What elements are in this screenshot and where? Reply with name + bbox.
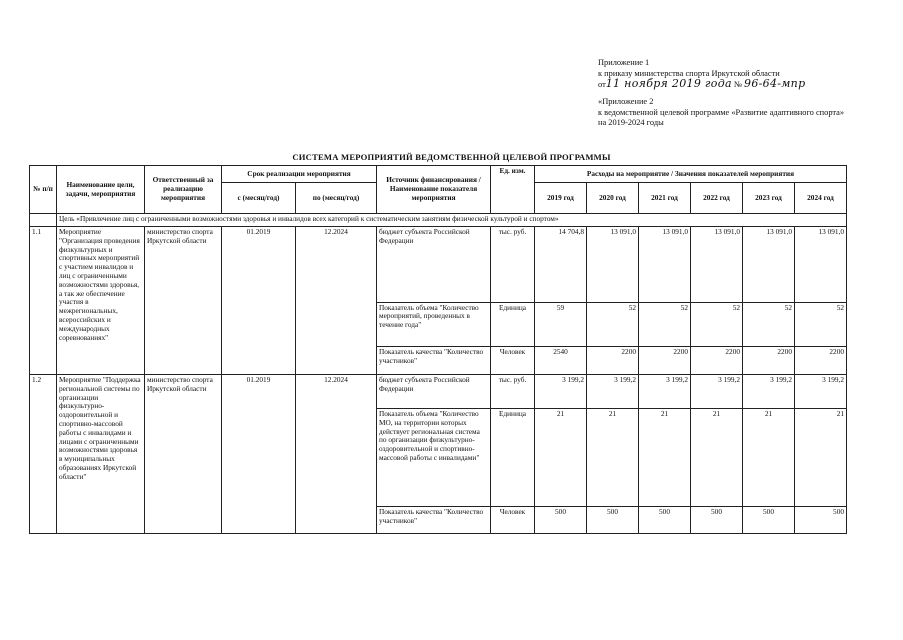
row-name-text: Мероприятие "Организация проведения физкультурных и спортивных мероприятий с участием инвалидов и лиц с ограниченными возможностями здоровья, а так же обеспечение участия в межрегиональных, всероссийских и международных соревнованиях" [59,228,140,342]
col-to-header: по (месяц/год) [296,183,377,214]
value-cell: 52 [743,302,795,347]
value-cell: 13 091,0 [639,227,691,303]
goal-row [30,214,847,227]
col-source-header: Источник финансирования / Наименование показателя мероприятия [377,166,491,214]
value-cell: 3 199,2 [691,375,743,409]
value-cell: 2200 [743,347,795,375]
order-line: к приказу министерства спорта Иркутской области [598,68,780,78]
row-responsible: министерство спорта Иркутской области [145,375,222,534]
document-title: СИСТЕМА МЕРОПРИЯТИЙ ВЕДОМСТВЕННОЙ ЦЕЛЕВОЙ ПРОГРАММЫ [292,152,611,162]
goal-text: Цель «Привлечение лиц с ограниченными возможностями здоровья и инвалидов всех категорий к систематическим занятиям физической культурой и спортом» [57,214,847,227]
header-row-1 [30,166,847,183]
order-number-handwritten: 96-64-мпр [744,77,806,91]
row-unit: тыс. руб. [491,227,535,303]
value-cell: 13 091,0 [587,227,639,303]
year-header: 2021 год [639,183,691,214]
value-cell: 52 [639,302,691,347]
value-cell: 2540 [535,347,587,375]
row-unit: Единица [491,302,535,347]
appendix-header [598,58,805,91]
row-num: 1.2 [30,375,57,534]
value-cell: 13 091,0 [795,227,847,303]
year-header: 2023 год [743,183,795,214]
year-header: 2024 год [795,183,847,214]
value-cell: 3 199,2 [535,375,587,409]
value-cell: 14 704,8 [535,227,587,303]
row-name [57,227,145,375]
value-cell: 21 [639,409,691,507]
value-cell: 3 199,2 [639,375,691,409]
row-unit: Человек [491,507,535,534]
program-line: к ведомственной целевой программе «Развитие адаптивного спорта» [598,107,845,117]
appendix2-header [598,97,844,129]
row-source: Показатель объема "Количество МО, на территории которых действует региональная система по организации физкультурно-оздоровительной и спортивно-массовой работы с инвалидами" [377,409,491,507]
col-unit-header: Ед. изм. [491,166,535,214]
value-cell: 3 199,2 [743,375,795,409]
row-unit: Единица [491,409,535,507]
value-cell: 21 [795,409,847,507]
col-num-header: № п/п [30,166,57,214]
value-cell: 500 [535,507,587,534]
row-source: Показатель качества "Количество участников" [377,347,491,375]
row-from: 01.2019 [222,375,296,534]
order-date-line [598,79,805,91]
col-expenses-header: Расходы на мероприятие / Значения показателей мероприятия [535,166,847,183]
row-to: 12.2024 [296,227,377,375]
row-unit: тыс. руб. [491,375,535,409]
row-name: Мероприятие "Поддержка региональной системы по организации физкультурно-оздоровительной и спортивно-массовой работы с инвалидами и лицами с ограниченными возможностями здоровья в муниципальных образованиях Иркутской области" [57,375,145,534]
row-to: 12.2024 [296,375,377,534]
value-cell: 3 199,2 [795,375,847,409]
date-prefix: от [598,80,606,90]
value-cell: 52 [587,302,639,347]
year-header: 2020 год [587,183,639,214]
row-source: бюджет субъекта Российской Федерации [377,227,491,303]
col-period-header: Срок реализации мероприятия [222,166,377,183]
row-num: 1.1 [30,227,57,375]
year-header: 2019 год [535,183,587,214]
value-cell: 21 [691,409,743,507]
row-source: Показатель качества "Количество участников" [377,507,491,534]
table-row [30,227,847,303]
row-responsible: министерство спорта Иркутской области [145,227,222,375]
table-row [30,375,847,409]
years-line: на 2019-2024 годы [598,118,664,128]
appendix2-label: «Приложение 2 [598,97,654,106]
row-from: 01.2019 [222,227,296,375]
appendix1-label: Приложение 1 [598,58,650,67]
value-cell: 3 199,2 [587,375,639,409]
row-unit: Человек [491,347,535,375]
value-cell: 21 [743,409,795,507]
measures-table [29,165,847,534]
value-cell: 2200 [639,347,691,375]
row-source: бюджет субъекта Российской Федерации [377,375,491,409]
row-source: Показатель объема "Количество мероприятий, проведенных в течение года" [377,302,491,347]
goal-num-cell [30,214,57,227]
value-cell: 2200 [691,347,743,375]
year-header: 2022 год [691,183,743,214]
order-date-handwritten: 11 ноября 2019 года [605,77,732,91]
value-cell: 13 091,0 [743,227,795,303]
value-cell: 500 [639,507,691,534]
value-cell: 500 [743,507,795,534]
value-cell: 500 [691,507,743,534]
col-responsible-header: Ответственный за реализацию мероприятия [145,166,222,214]
value-cell: 52 [795,302,847,347]
col-name-header: Наименование цели, задачи, мероприятия [57,166,145,214]
value-cell: 500 [587,507,639,534]
value-cell: 500 [795,507,847,534]
value-cell: 2200 [795,347,847,375]
value-cell: 13 091,0 [691,227,743,303]
value-cell: 21 [535,409,587,507]
number-prefix: № [733,80,742,90]
value-cell: 52 [691,302,743,347]
value-cell: 21 [587,409,639,507]
value-cell: 2200 [587,347,639,375]
value-cell: 59 [535,302,587,347]
col-from-header: с (месяц/год) [222,183,296,214]
